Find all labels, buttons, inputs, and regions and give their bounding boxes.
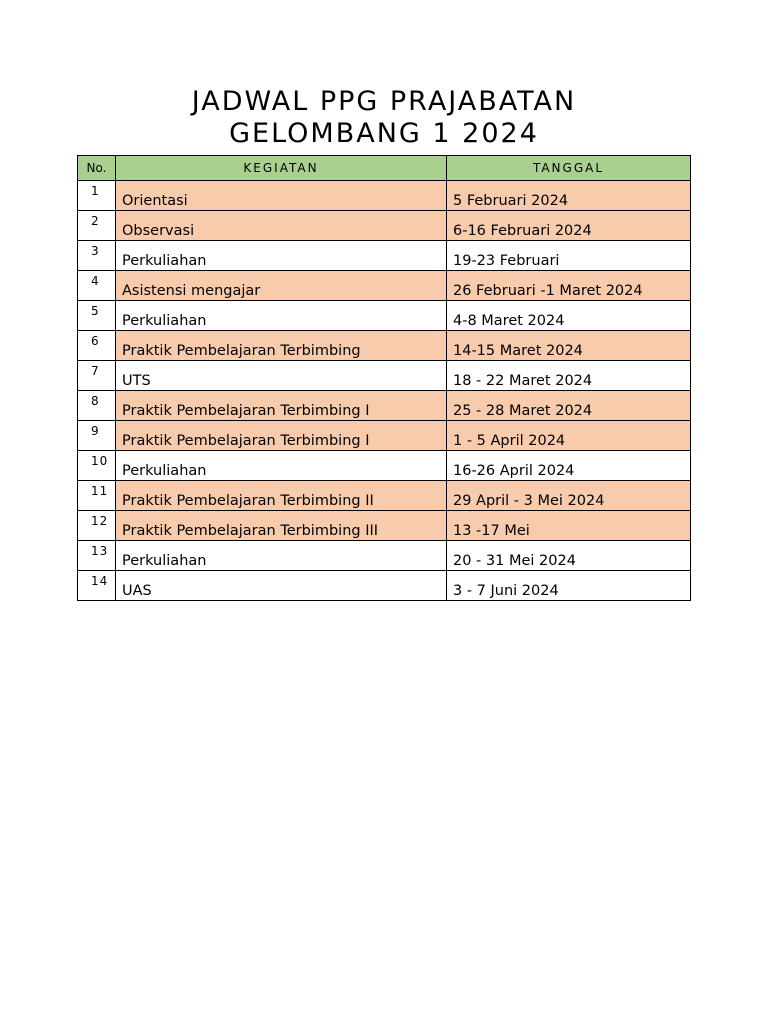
row-number: 8	[78, 391, 116, 421]
row-number: 2	[78, 211, 116, 241]
table-row	[78, 571, 691, 601]
table-row	[78, 271, 691, 301]
row-number: 11	[78, 481, 116, 511]
table-row	[78, 421, 691, 451]
row-number: 4	[78, 271, 116, 301]
table-row	[78, 361, 691, 391]
row-kegiatan: Praktik Pembelajaran Terbimbing II	[116, 481, 447, 511]
row-tanggal: 14-15 Maret 2024	[447, 331, 691, 361]
row-number: 10	[78, 451, 116, 481]
row-tanggal: 29 April - 3 Mei 2024	[447, 481, 691, 511]
row-tanggal: 1 - 5 April 2024	[447, 421, 691, 451]
row-number: 9	[78, 421, 116, 451]
table-row	[78, 541, 691, 571]
row-number: 3	[78, 241, 116, 271]
table-row	[78, 301, 691, 331]
table-row	[78, 211, 691, 241]
table-row	[78, 511, 691, 541]
row-number: 6	[78, 331, 116, 361]
row-kegiatan: UTS	[116, 361, 447, 391]
table-header-row	[78, 156, 691, 181]
table-row	[78, 391, 691, 421]
row-kegiatan: Perkuliahan	[116, 301, 447, 331]
row-number: 12	[78, 511, 116, 541]
schedule-table	[77, 155, 691, 601]
row-kegiatan: Praktik Pembelajaran Terbimbing	[116, 331, 447, 361]
row-tanggal: 19-23 Februari	[447, 241, 691, 271]
row-kegiatan: Praktik Pembelajaran Terbimbing I	[116, 391, 447, 421]
row-tanggal: 4-8 Maret 2024	[447, 301, 691, 331]
document-title	[0, 86, 768, 150]
row-tanggal: 25 - 28 Maret 2024	[447, 391, 691, 421]
table-row	[78, 331, 691, 361]
row-kegiatan: Observasi	[116, 211, 447, 241]
row-kegiatan: Praktik Pembelajaran Terbimbing III	[116, 511, 447, 541]
row-tanggal: 16-26 April 2024	[447, 451, 691, 481]
row-kegiatan: Perkuliahan	[116, 451, 447, 481]
title-line-1: JADWAL PPG PRAJABATAN	[191, 86, 577, 117]
table-row	[78, 181, 691, 211]
row-kegiatan: Praktik Pembelajaran Terbimbing I	[116, 421, 447, 451]
header-tanggal: TANGGAL	[447, 156, 691, 181]
row-kegiatan: Perkuliahan	[116, 541, 447, 571]
row-tanggal: 6-16 Februari 2024	[447, 211, 691, 241]
table-row	[78, 241, 691, 271]
row-kegiatan: Asistensi mengajar	[116, 271, 447, 301]
row-kegiatan: Orientasi	[116, 181, 447, 211]
row-number: 5	[78, 301, 116, 331]
title-line-2: GELOMBANG 1 2024	[229, 118, 539, 149]
header-no: No.	[78, 156, 116, 181]
row-tanggal: 5 Februari 2024	[447, 181, 691, 211]
row-tanggal: 13 -17 Mei	[447, 511, 691, 541]
row-number: 7	[78, 361, 116, 391]
table-row	[78, 481, 691, 511]
row-number: 1	[78, 181, 116, 211]
row-kegiatan: Perkuliahan	[116, 241, 447, 271]
header-kegiatan: KEGIATAN	[116, 156, 447, 181]
row-tanggal: 18 - 22 Maret 2024	[447, 361, 691, 391]
row-tanggal: 20 - 31 Mei 2024	[447, 541, 691, 571]
row-tanggal: 26 Februari -1 Maret 2024	[447, 271, 691, 301]
row-number: 14	[78, 571, 116, 601]
table-row	[78, 451, 691, 481]
row-kegiatan: UAS	[116, 571, 447, 601]
row-number: 13	[78, 541, 116, 571]
row-tanggal: 3 - 7 Juni 2024	[447, 571, 691, 601]
